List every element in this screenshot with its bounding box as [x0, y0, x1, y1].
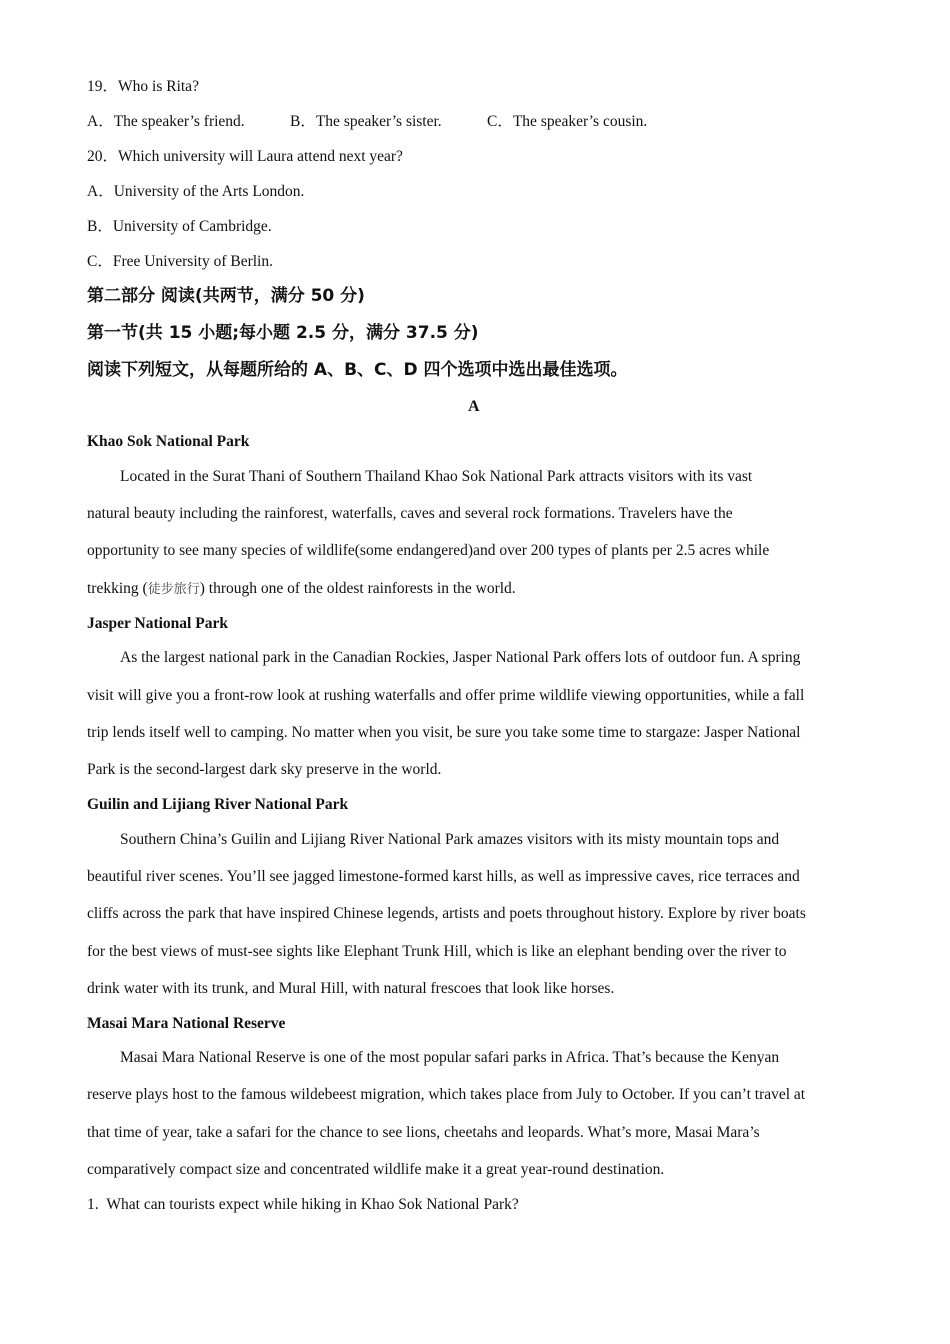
paragraph-line: Masai Mara National Reserve is one of the most popular safari parks in Africa. That’s because the Kenyan [120, 1049, 780, 1066]
option-b: B．The speaker’s sister. [290, 113, 442, 130]
question-number: 20． [87, 148, 119, 165]
subsection-heading: 第一节(共 15 小题;每小题 2.5 分，满分 37.5 分) [87, 323, 479, 343]
instruction-text: 阅读下列短文，从每题所给的 A、B、C、D 四个选项中选出最佳选项。 [87, 360, 628, 380]
park-title-masai-mara: Masai Mara National Reserve [87, 1015, 286, 1032]
paragraph-line: trekking (徒步旅行) through one of the oldest rainforests in the world. [87, 580, 516, 597]
park-title-khao-sok: Khao Sok National Park [87, 433, 250, 450]
paragraph-line: As the largest national park in the Canadian Rockies, Jasper National Park offers lots of outdoor fun. A spring [120, 649, 801, 666]
paragraph-line: trip lends itself well to camping. No matter when you visit, be sure you take some time to stargaze: Jasper National [87, 724, 801, 741]
question-text: What can tourists expect while hiking in Khao Sok National Park? [106, 1196, 519, 1213]
park-title-guilin: Guilin and Lijiang River National Park [87, 796, 349, 813]
option-a: A．University of the Arts London. [87, 183, 305, 200]
option-c: C．The speaker’s cousin. [487, 113, 648, 130]
paragraph-line: Southern China’s Guilin and Lijiang River National Park amazes visitors with its misty mountain tops and [120, 831, 780, 848]
paragraph-line: beautiful river scenes. You’ll see jagged limestone-formed karst hills, as well as impressive caves, rice terraces and [87, 868, 800, 885]
paragraph-line: visit will give you a front-row look at rushing waterfalls and offer prime wildlife viewing opportunities, while a fall [87, 687, 805, 704]
question-number: 19． [87, 78, 119, 95]
option-a: A．The speaker’s friend. [87, 113, 245, 130]
passage-label: A [468, 398, 480, 415]
question-text: Who is Rita? [118, 78, 199, 95]
chinese-gloss: 徒步旅行 [147, 582, 200, 597]
question-1 [87, 1195, 519, 1215]
paragraph-line: for the best views of must-see sights like Elephant Trunk Hill, which is like an elephant bending over the river to [87, 943, 787, 960]
part-heading: 第二部分 阅读(共两节，满分 50 分) [87, 286, 365, 306]
paragraph-line: opportunity to see many species of wildlife(some endangered)and over 200 types of plants per 2.5 acres while [87, 542, 770, 559]
option-c: C．Free University of Berlin. [87, 253, 273, 270]
option-b: B．University of Cambridge. [87, 218, 272, 235]
paragraph-line: natural beauty including the rainforest, waterfalls, caves and several rock formations. Travelers have the [87, 505, 733, 522]
paragraph-line: drink water with its trunk, and Mural Hill, with natural frescoes that look like horses. [87, 980, 615, 997]
question-text: Which university will Laura attend next year? [118, 148, 403, 165]
question-20 [87, 147, 403, 167]
park-title-jasper: Jasper National Park [87, 615, 228, 632]
paragraph-line: cliffs across the park that have inspired Chinese legends, artists and poets throughout history. Explore by river boats [87, 905, 806, 922]
paragraph-line: that time of year, take a safari for the chance to see lions, cheetahs and leopards. What’s more, Masai Mara’s [87, 1124, 760, 1141]
question-19 [87, 77, 199, 97]
question-number: 1. [87, 1196, 99, 1213]
paragraph-line: Located in the Surat Thani of Southern Thailand Khao Sok National Park attracts visitors with its vast [120, 468, 753, 485]
paragraph-line: comparatively compact size and concentrated wildlife make it a great year-round destination. [87, 1161, 665, 1178]
paragraph-line: reserve plays host to the famous wildebeest migration, which takes place from July to October. If you can’t travel at [87, 1086, 806, 1103]
paragraph-line: Park is the second-largest dark sky preserve in the world. [87, 761, 442, 778]
